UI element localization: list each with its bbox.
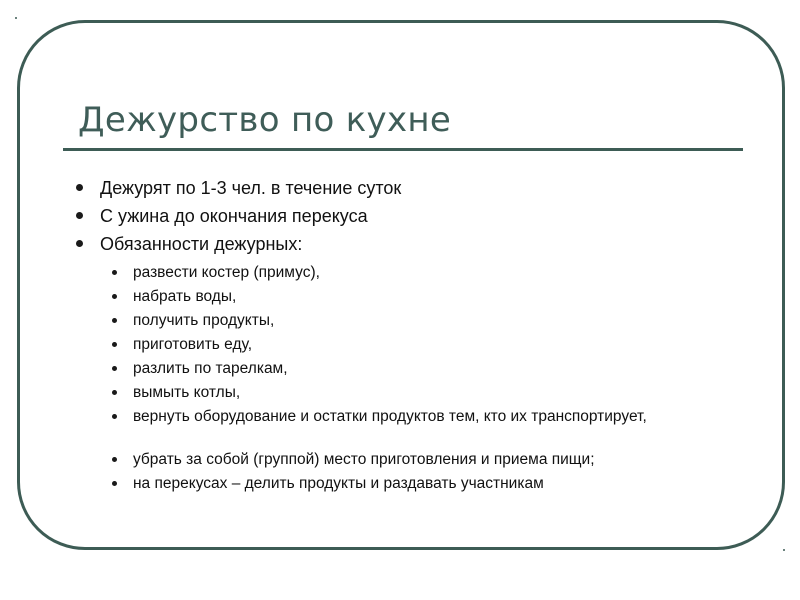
bullet-dot-icon: [76, 212, 83, 219]
title-underline: [63, 148, 743, 151]
sub-bullet-item: [112, 384, 752, 402]
sub-bullet-text: разлить по тарелкам,: [133, 360, 288, 377]
sub-bullet-dot-icon: [112, 270, 117, 275]
sub-bullet-dot-icon: [112, 342, 117, 347]
sub-bullet-text: убрать за собой (группой) место приготовления и приема пищи;: [133, 451, 595, 468]
sub-bullet-text: развести костер (примус),: [133, 264, 320, 281]
sub-bullet-dot-icon: [112, 318, 117, 323]
corner-dot-bottom-right: [783, 549, 785, 551]
slide-title: Дежурство по кухне: [78, 100, 452, 140]
sub-bullet-dot-icon: [112, 457, 117, 462]
sub-bullet-dot-icon: [112, 294, 117, 299]
sub-bullet-item: [112, 475, 752, 493]
sub-bullet-text: получить продукты,: [133, 312, 275, 329]
sub-bullet-text: вернуть оборудование и остатки продуктов тем, кто их транспортирует,: [133, 408, 647, 425]
sub-bullet-dot-icon: [112, 366, 117, 371]
sub-bullet-item: [112, 408, 752, 426]
bullet-dot-icon: [76, 184, 83, 191]
sub-bullet-item: [112, 312, 752, 330]
sub-bullet-item: [112, 336, 752, 354]
sub-bullet-text: вымыть котлы,: [133, 384, 241, 401]
bullet-text: Обязанности дежурных:: [100, 234, 303, 254]
sub-bullet-dot-icon: [112, 481, 117, 486]
sub-bullet-item: [112, 451, 752, 469]
bullet-dot-icon: [76, 240, 83, 247]
sub-bullet-dot-icon: [112, 390, 117, 395]
sub-bullet-text: набрать воды,: [133, 288, 237, 305]
bullet-text: Дежурят по 1-3 чел. в течение суток: [100, 178, 402, 198]
sub-bullet-dot-icon: [112, 414, 117, 419]
corner-dot-top-left: [15, 17, 17, 19]
sub-bullet-item: [112, 264, 752, 282]
sub-bullet-item: [112, 360, 752, 378]
sub-bullet-item: [112, 288, 752, 306]
sub-bullet-text: на перекусах – делить продукты и раздавать участникам: [133, 475, 544, 492]
sub-bullet-text: приготовить еду,: [133, 336, 253, 353]
bullet-text: С ужина до окончания перекуса: [100, 206, 368, 226]
